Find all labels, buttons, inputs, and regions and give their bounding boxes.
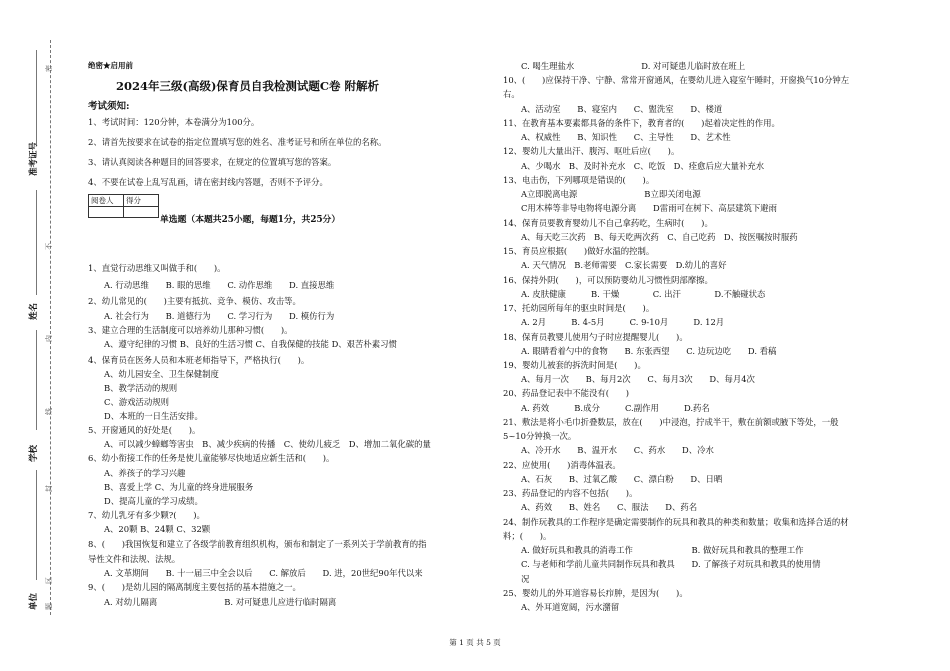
question-text: 13、电击伤，下列哪项是错误的( )。 (503, 175, 655, 185)
question-text: 23、药品登记的内容不包括( )。 (503, 488, 638, 498)
question-text: 右。 (503, 89, 520, 99)
seal-mark: 线 (45, 408, 53, 415)
question-text: 1、直觉行动思维又叫做手和( )。 (88, 263, 226, 273)
section-title: 单选题（本题共25小题，每题1分，共25分） (160, 215, 341, 225)
score-table (88, 194, 159, 218)
score-input-cell[interactable] (124, 207, 159, 218)
question-options: A. 社会行为 B. 道德行为 C. 学习行为 D. 模仿行为 (104, 311, 335, 321)
question-text: 17、托幼园所每年的驱虫时间是( )。 (503, 303, 655, 313)
question-text: 25、婴幼儿的外耳道容易长疖肿，是因为( )。 (503, 588, 688, 598)
question-text: 5~10分钟换一次。 (503, 431, 577, 441)
question-options: A. 做好玩具和教具的消毒工作 B. 做好玩具和教具的整理工作 (521, 545, 804, 555)
question-text: 19、婴幼儿被套的拆洗时间是( )。 (503, 360, 646, 370)
question-text: 3、建立合理的生活制度可以培养幼儿那种习惯( )。 (88, 325, 293, 335)
question-text: 8、( )我国恢复和建立了各级学前教育组织机构，颁布和制定了一系列关于学前教育的指 (88, 539, 427, 549)
question-options: A、活动室 B、寝室内 C、盥洗室 D、楼道 (521, 104, 723, 114)
question-options: A. 2月 B. 4-5月 C. 9-10月 D. 12月 (521, 317, 725, 327)
name-underline (36, 190, 37, 295)
question-options: A、少喝水 B、及时补充水 C、吃饭 D、痊愈后应大量补充水 (521, 161, 765, 171)
question-options: C. 喝生理盐水 D. 对可疑患儿临时放在班上 (521, 61, 746, 71)
instruction-item: 4、不要在试卷上乱写乱画，请在密封线内答题，否则不予评分。 (88, 177, 328, 187)
question-text: 4、保育员在医务人员和本班老师指导下，严格执行( )。 (88, 355, 310, 365)
question-text: 5、开窗通风的好处是( )。 (88, 425, 201, 435)
question-options: A. 皮肤健康 B. 干燥 C. 出汗 D.不触碰状态 (521, 289, 766, 299)
question-options: A. 行动思维 B. 眼的思维 C. 动作思维 D. 直接思维 (104, 280, 335, 290)
question-options: A、养孩子的学习兴趣 (104, 468, 186, 478)
question-text: 7、幼儿乳牙有多少颗?( )。 (88, 510, 205, 520)
seal-mark: 内 (45, 335, 53, 342)
question-options: A、药效 B、姓名 C、服法 D、药名 (521, 502, 698, 512)
question-options: A立即脱离电源 B立即关闭电源 (521, 189, 701, 199)
seal-mark: 不 (45, 243, 53, 250)
instruction-item: 2、请首先按要求在试卷的指定位置填写您的姓名、准考证号和所在单位的名称。 (88, 137, 387, 147)
question-options: C. 与老师和学前儿童共同制作玩具和教具 D. 了解孩子对玩具和教具的使用情 (521, 559, 821, 569)
unit-label: 单位 (29, 592, 39, 610)
question-options: A、20颗 B、24颗 C、32颗 (104, 524, 211, 534)
question-text: 20、药品登记表中不能没有( ) (503, 388, 630, 398)
question-text: 料；( )。 (503, 531, 552, 541)
seal-line (50, 40, 51, 615)
name-label: 姓名 (29, 302, 39, 320)
seal-mark: 题 (45, 603, 53, 610)
question-text: 14、保育员要教育婴幼儿不自己拿药吃，生病时( )。 (503, 218, 713, 228)
unit-underline (36, 470, 37, 580)
question-options: A、每天吃三次药 B、每天吃两次药 C、自己吃药 D、按医嘱按时服药 (521, 232, 798, 242)
grader-cell: 阅卷人 (89, 195, 124, 207)
question-text: 22、应使用( )消毒体温表。 (503, 460, 621, 470)
question-options: C、游戏活动规则 (104, 397, 170, 407)
confidential-mark: 绝密★启用前 (88, 61, 133, 70)
exam-number-label: 准考证号 (29, 141, 39, 176)
instructions-heading: 考试须知: (88, 101, 130, 112)
question-text: 16、保持外阴( )，可以预防婴幼儿习惯性阴部摩擦。 (503, 275, 713, 285)
seal-mark: 封 (45, 485, 53, 492)
score-cell: 得分 (124, 195, 159, 207)
question-options: A. 文革期间 B. 十一届三中全会以后 C. 解放后 D. 进，20世纪90年代以来 (104, 568, 423, 578)
seal-mark: 密 (45, 65, 53, 72)
school-label: 学校 (29, 444, 39, 462)
question-options: 况 (521, 574, 530, 584)
question-text: 21、敷法是将小毛巾折叠数层，放在( )中浸泡，拧成半干，敷在前额或腋下等处，一般 (503, 417, 839, 427)
question-options: A. 药效 B.成分 C.副作用 D.药名 (521, 403, 710, 413)
question-options: C用木棒等非导电物将电源分离 D雷雨可在树下、高层建筑下避雨 (521, 203, 777, 213)
question-text: 24、制作玩教具的工作程序是确定需要制作的玩具和教具的种类和数量；收集和选择合适的材 (503, 517, 849, 527)
question-options: B、喜爱上学 C、为儿童的终身进展服务 (104, 482, 254, 492)
question-options: D、本班的一日生活安排。 (104, 411, 203, 421)
instruction-item: 3、请认真阅读各种题目的回答要求，在规定的位置填写您的答案。 (88, 157, 337, 167)
question-options: A、遵守纪律的习惯 B、良好的生活习惯 C、自我保健的技能 D、艰苦朴素习惯 (104, 339, 397, 349)
question-text: 18、保育员教婴儿使用勺子时应提醒婴儿( )。 (503, 332, 688, 342)
question-text: 12、婴幼儿大量出汗、腹泻、呕吐后应( )。 (503, 146, 680, 156)
question-options: A. 对幼儿隔离 B. 对可疑患儿应进行临时隔离 (104, 597, 337, 607)
question-options: A、每月一次 B、每月2次 C、每月3次 D、每月4次 (521, 374, 755, 384)
school-underline (36, 330, 37, 430)
question-options: B、教学活动的规则 (104, 383, 178, 393)
question-options: A. 天气情况 B.老师需要 C.家长需要 D.幼儿的喜好 (521, 260, 727, 270)
question-text: 11、在教育基本要素都具备的条件下，教育者的( )起着决定性的作用。 (503, 118, 780, 128)
question-options: A、冷开水 B、温开水 C、药水 D、冷水 (521, 445, 714, 455)
seal-mark: 区 (45, 577, 53, 584)
question-options: A、权威性 B、知识性 C、主导性 D、艺术性 (521, 132, 731, 142)
question-text: 2、幼儿常见的( )主要有抵抗、竞争、模仿、攻击等。 (88, 296, 301, 306)
page-title: 2024年三级(高级)保育员自我检测试题C卷 附解析 (116, 79, 380, 93)
page-footer: 第 1 页 共 5 页 (449, 638, 501, 647)
question-text: 6、幼小衔接工作的任务是使儿童能够尽快地适应新生活和( )。 (88, 453, 335, 463)
question-text: 9、( )是幼儿园的隔离制度主要包括的基本措施之一。 (88, 582, 301, 592)
question-options: A、幼儿园安全、卫生保健制度 (104, 369, 219, 379)
question-options: A、石灰 B、过氧乙酸 C、漂白粉 D、日晒 (521, 474, 723, 484)
exam-number-underline (36, 50, 37, 145)
question-options: D、提高儿童的学习成绩。 (104, 496, 203, 506)
grader-input-cell[interactable] (89, 207, 124, 218)
question-text: 15、育员应根据( )做好水温的控制。 (503, 246, 655, 256)
question-options: A、外耳道宽阔，污水潴留 (521, 602, 620, 612)
question-text: 10、( )应保持干净、宁静、常常开窗通风，在婴幼儿进入寝室午睡时，开窗换气10分钟左 (503, 75, 850, 85)
instruction-item: 1、考试时间：120分钟，本卷满分为100分。 (88, 117, 260, 127)
question-options: A. 眼睛看着勺中的食物 B. 东张西望 C. 边玩边吃 D. 看稿 (521, 346, 777, 356)
question-options: A、可以减少蟑螂等害虫 B、减少疾病的传播 C、使幼儿疲乏 D、增加二氧化碳的量 (104, 439, 431, 449)
question-text: 导性文件和法规、法规。 (88, 554, 181, 564)
